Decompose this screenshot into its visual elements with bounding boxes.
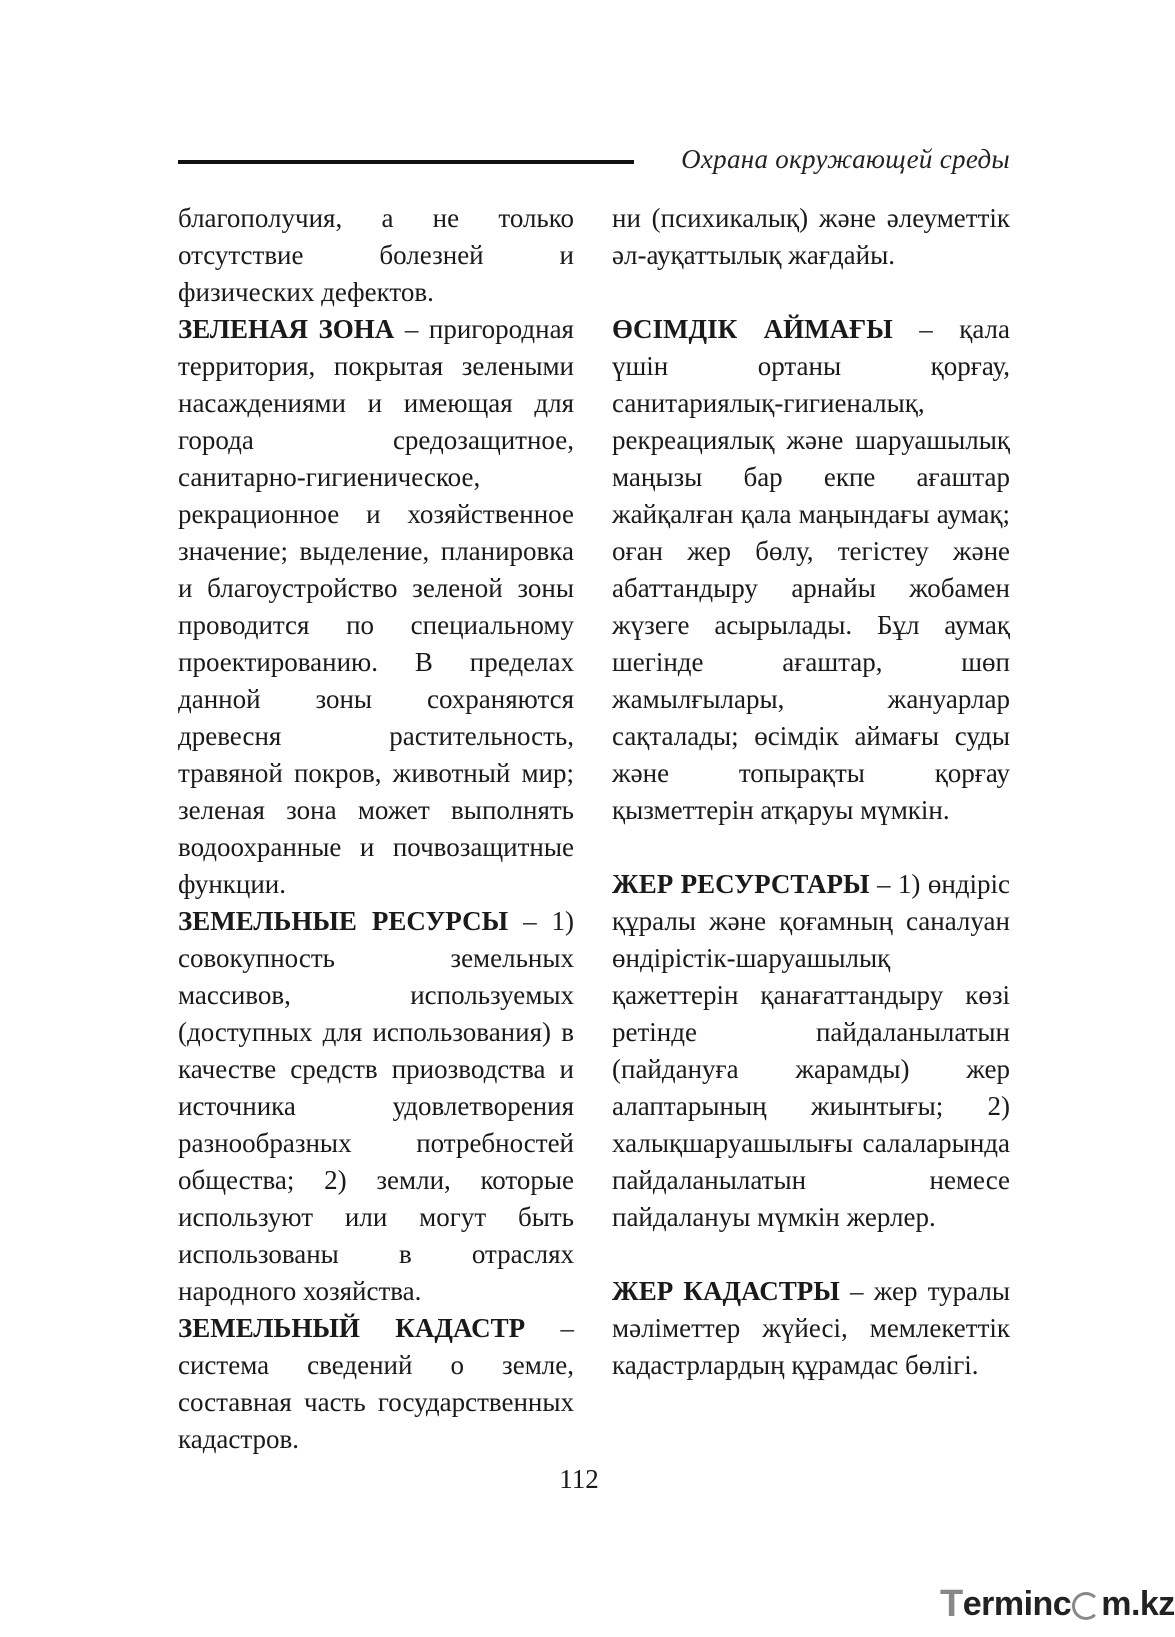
entry-green-zone xyxy=(178,311,574,903)
watermark-o-icon xyxy=(1072,1592,1100,1620)
entry-text: – 1) өндіріс құралы және қоғамның саналуан өндірістік-шаруашылық қажеттерін қанағаттандыру көзі ретінде пайдаланылатын (пайдануға жарамды) жер алаптарының жиынтығы; 2) халықшаруашылығы салаларында пайдаланылатын немесе пайдалануы мүмкін жерлер. xyxy=(612,869,1010,1232)
header-rule xyxy=(178,160,634,164)
entry-text: – система сведений о земле, составная часть государственных кадастров. xyxy=(178,1313,574,1454)
entry-land-cadastre-kz xyxy=(612,1273,1010,1384)
entry-text: благополучия, а не только отсутствие болезней и физических дефектов. xyxy=(178,203,574,307)
entry-term: ЗЕЛЕНАЯ ЗОНА xyxy=(178,314,395,344)
entry-text: – қала үшін ортаны қорғау, санитариялық-гигиеналық, рекреациялық және шаруашылық маңызы бар екпе ағаштар жайқалған қала маңындағы аумақ; оған жер бөлу, тегістеу және абаттандыру арнайы жобамен жүзеге асырылады. Бұл аумақ шегінде ағаштар, шөп жамылғылары, жануарлар сақталады; өсімдік аймағы суды және топырақты қорғау қызметтерін атқаруы мүмкін. xyxy=(612,314,1011,825)
entry-term: ЖЕР КАДАСТРЫ xyxy=(612,1276,840,1306)
entry-term: ӨСІМДІК АЙМАҒЫ xyxy=(612,314,893,344)
entry-land-cadastre xyxy=(178,1310,574,1458)
entry-continuation xyxy=(612,200,1010,274)
left-column xyxy=(178,200,574,1458)
entry-text: – жер туралы мәліметтер жүйесі, мемлекеттік кадастрлардың құрамдас бөлігі. xyxy=(612,1276,1010,1380)
entry-continuation xyxy=(178,200,574,311)
entry-land-resources-kz xyxy=(612,866,1010,1236)
entry-plant-zone xyxy=(612,311,1010,829)
page-number: 112 xyxy=(559,1464,599,1494)
watermark-end: m.kz xyxy=(1101,1585,1175,1623)
entry-term: ЖЕР РЕСУРСТАРЫ xyxy=(612,869,870,899)
watermark-t: T xyxy=(940,1583,963,1625)
watermark-mid: erminc xyxy=(962,1585,1072,1623)
termincom-watermark-logo xyxy=(940,1584,1175,1624)
entry-text: – 1) совокупность земельных массивов, используемых (доступных для использования) в качестве средств приозводства и источника удовлетворения разнообразных потребностей общества; 2) земли, которые используют или могут быть использованы в отраслях народного хозяйства. xyxy=(178,906,574,1306)
entry-text: – пригородная территория, покрытая зелеными насаждениями и имеющая для города средозащитное, санитарно-гигиеническое, рекрационное и хозяйственное значение; выделение, планировка и благоустройство зеленой зоны проводится по специальному проектированию. В пределах данной зоны сохраняются древесня растительность, травяной покров, животный мир; зеленая зона может выполнять водоохранные и почвозащитные функции. xyxy=(178,314,574,899)
entry-term: ЗЕМЕЛЬНЫЕ РЕСУРСЫ xyxy=(178,906,509,936)
entry-land-resources xyxy=(178,903,574,1310)
right-column xyxy=(612,200,1010,1384)
entry-term: ЗЕМЕЛЬНЫЙ КАДАСТР xyxy=(178,1313,526,1343)
entry-text: ни (психикалық) және әлеуметтік әл-ауқаттылық жағдайы. xyxy=(612,203,1010,270)
running-header-title: Охрана окружающей среды xyxy=(681,144,1010,174)
